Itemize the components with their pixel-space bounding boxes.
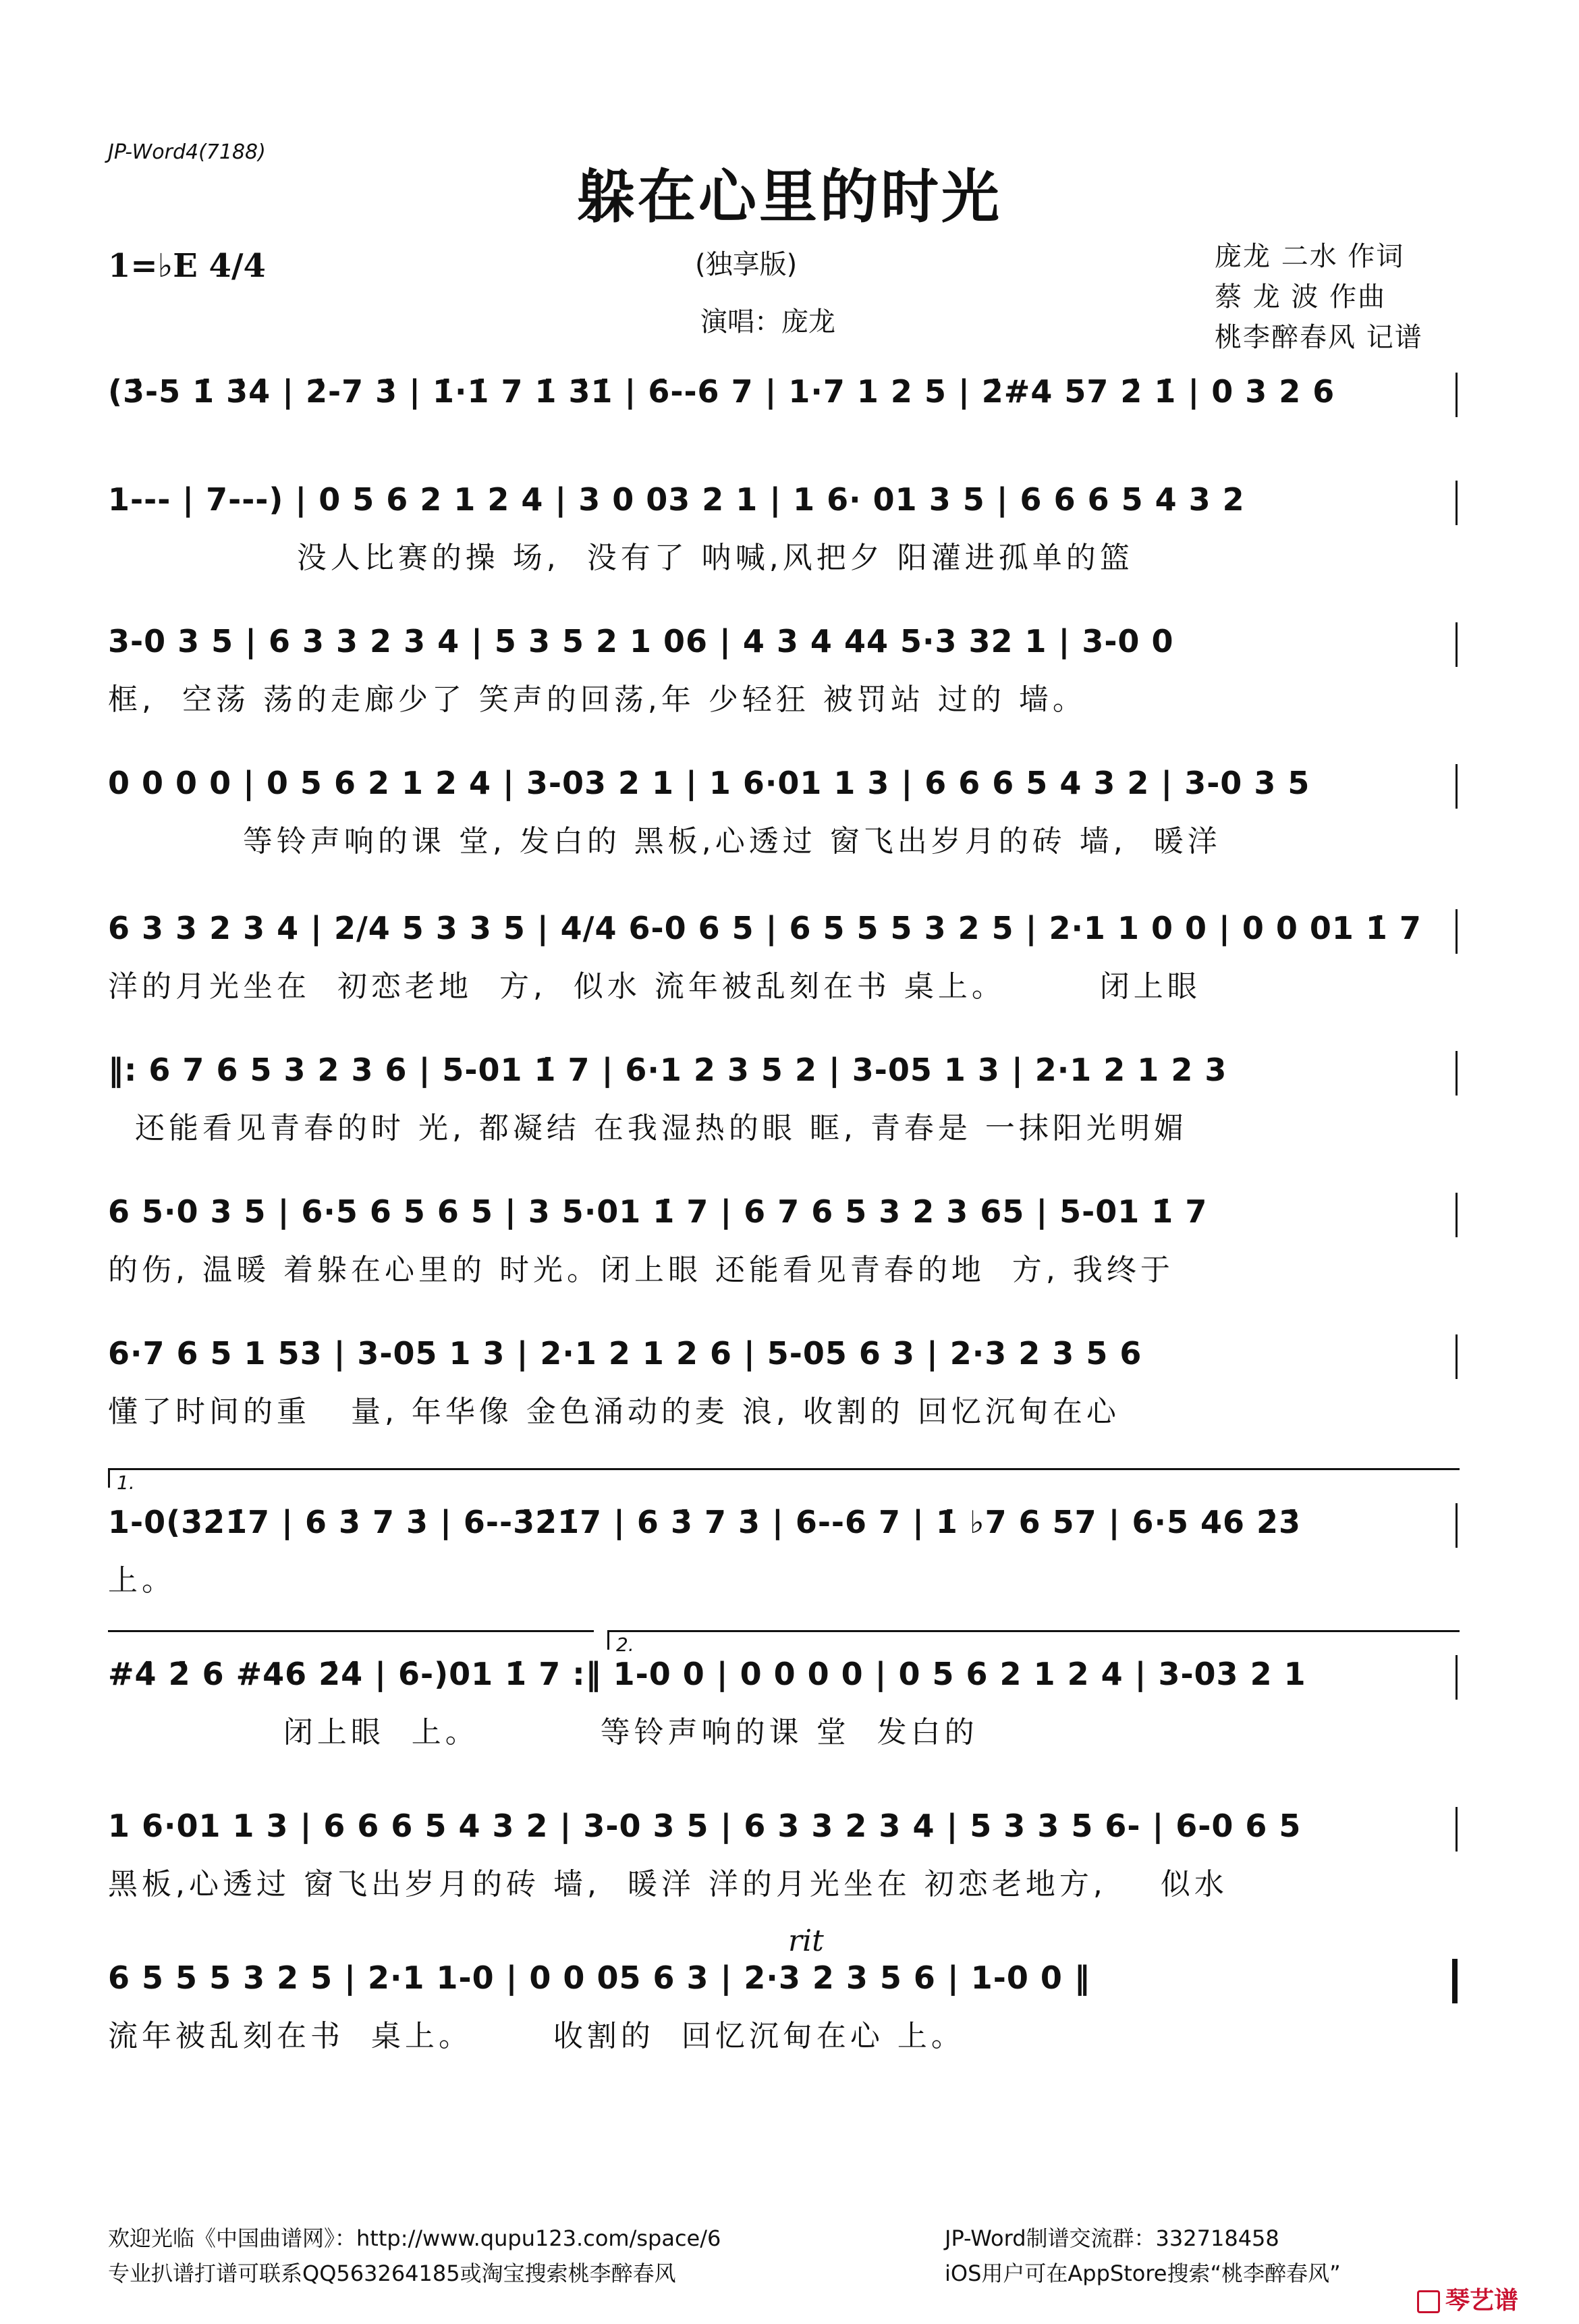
transcriber-credit: 桃李醉春风 记谱 [1215,322,1423,353]
barline [1456,764,1458,809]
final-barline [1452,1959,1458,2003]
composer-credit: 蔡 龙 波 作曲 [1215,281,1387,313]
footer-group: JP-Word制谱交流群：332718458 [945,2225,1279,2251]
staff-divider [108,1630,594,1632]
brand-logo [1417,2281,1518,2316]
lyrics-line: 上。 [108,1563,175,1598]
barline [1456,1655,1458,1700]
barline [1456,1503,1458,1548]
notation-line: #4̇ 2̇ 6 #46 2̇4̇ | 6̇-)01 1̇ 7 :‖ 1-0 0 | 0 0 0 0 | 0 5 6 2 1 2 4 | 3-03 2 1 [108,1656,1306,1692]
notation-line: 1 6·01 1 3 | 6 6 6 5 4 3 2 | 3-0 3 5 | 6 3 3 2 3 4 | 5 3 3 5 6- | 6-0 6 5 [108,1808,1302,1844]
barline [1456,622,1458,667]
app-tag: JP-Word4(7188) [108,140,266,164]
lyrics-line: 黑板,心透过 窗飞出岁月的砖 墙, 暖洋 洋的月光坐在 初恋老地方, 似水 [108,1867,1228,1901]
footer-right [945,2221,1341,2291]
brand-icon [1417,2290,1440,2313]
footer-ios: iOS用户可在AppStore搜索“桃李醉春风” [945,2261,1341,2286]
notation-line: 3-0 3 5 | 6 3 3 2 3 4 | 5 3 5 2 1 06 | 4 3 4 44 5·3 32 1 | 3-0 0 [108,623,1174,659]
lyrics-line: 等铃声响的课 堂, 发白的 黑板,心透过 窗飞出岁月的砖 墙, 暖洋 [108,824,1221,859]
version-label: (独享版) [695,249,798,280]
barline [1456,1193,1458,1237]
lyrics-line: 的伤, 温暖 着躲在心里的 时光。闭上眼 还能看见青春的地 方, 我终于 [108,1253,1174,1287]
footer-contact: 专业扒谱打谱可联系QQ563264185或淘宝搜索桃李醉春风 [108,2261,676,2286]
notation-line: 1--- | 7---) | 0 5 6 2 1 2 4 | 3 0 03 2 1 | 1 6· 01 3 5 | 6 6 6 5 4 3 2 [108,481,1245,518]
key-signature: 1=♭E 4/4 [108,247,266,285]
barline [1456,1051,1458,1096]
notation-line: ‖: 6 7 6 5 3 2 3 6 | 5-01 1̇ 7 | 6·1 2 3 5 2 | 3-05 1 3 | 2·1 2 1 2 3 [108,1052,1227,1088]
lyricist-credit: 庞龙 二水 作词 [1215,241,1405,272]
lyrics-line: 还能看见青春的时 光, 都凝结 在我湿热的眼 眶, 青春是 一抹阳光明媚 [108,1111,1188,1145]
barline [1456,373,1458,417]
notation-line: 1-0(3̇2̇1̇7 | 6 3̇ 7 3̇ | 6--3̇2̇1̇7 | 6 3̇ 7 3̇ | 6--6 7 | 1̇ ♭7 6 57 | 6·5 46 2̇3̇ [108,1504,1302,1540]
rit-marking: rit [788,1924,824,1958]
volta-1-label: 1. [117,1471,135,1494]
brand-name: 琴艺谱 [1445,2287,1519,2315]
notation-line: (3̇-5 1̇ 3̇4̇ | 2̇-7 3̇ | 1̇·1̇ 7 1̇ 3̇1̇ | 6̇--6 7 | 1·7 1 2 5 | 2̇#4 57 2̇ 1̇ | 0 3 2 6 [108,373,1335,410]
lyrics-line: 框, 空荡 荡的走廊少了 笑声的回荡,年 少轻狂 被罚站 过的 墙。 [108,682,1086,717]
notation-line: 6·7 6 5 1 53 | 3-05 1 3 | 2·1 2 1 2 6 | 5-05 6 3 | 2·3 2 3 5 6 [108,1335,1142,1372]
notation-line: 0 0 0 0 | 0 5 6 2 1 2 4 | 3-03 2 1 | 1 6·01 1 3 | 6 6 6 5 4 3 2 | 3-0 3 5 [108,765,1310,801]
volta-1-bracket [108,1468,1460,1494]
lyrics-line: 闭上眼 上。 等铃声响的课 堂 发白的 [108,1715,978,1750]
footer-left [108,2221,721,2291]
lyrics-line: 流年被乱刻在书 桌上。 收割的 回忆沉甸在心 上。 [108,2019,965,2053]
page-title: 躲在心里的时光 [577,163,1002,231]
barline [1456,481,1458,525]
volta-2-label: 2. [616,1633,634,1656]
notation-line: 6 5 5 5 3 2 5 | 2·1 1-0 | 0 0 05 6 3 | 2·3 2 3 5 6 | 1-0 0 ‖ [108,1960,1090,1996]
barline [1456,1334,1458,1379]
notation-line: 6 3 3 2 3 4 | 2/4 5 3 3 5 | 4/4 6-0 6 5 | 6 5 5 5 3 2 5 | 2·1 1 0 0 | 0 0 01 1̇ 7 [108,910,1422,946]
singer-label: 演唱：庞龙 [700,306,835,337]
barline [1456,1807,1458,1852]
lyrics-line: 洋的月光坐在 初恋老地 方, 似水 流年被乱刻在书 桌上。 闭上眼 [108,969,1201,1004]
credits [1215,236,1423,358]
barline [1456,909,1458,954]
notation-line: 6 5·0 3 5 | 6·5 6 5 6 5 | 3 5·01 1̇ 7 | 6 7 6 5 3 2 3 65 | 5-01 1̇ 7 [108,1193,1208,1230]
lyrics-line: 懂了时间的重 量, 年华像 金色涌动的麦 浪, 收割的 回忆沉甸在心 [108,1395,1120,1429]
lyrics-line: 没人比赛的操 场, 没有了 呐喊,风把夕 阳灌进孤单的篮 [108,541,1134,575]
footer-website: 欢迎光临《中国曲谱网》：http://www.qupu123.com/space/6 [108,2225,721,2251]
